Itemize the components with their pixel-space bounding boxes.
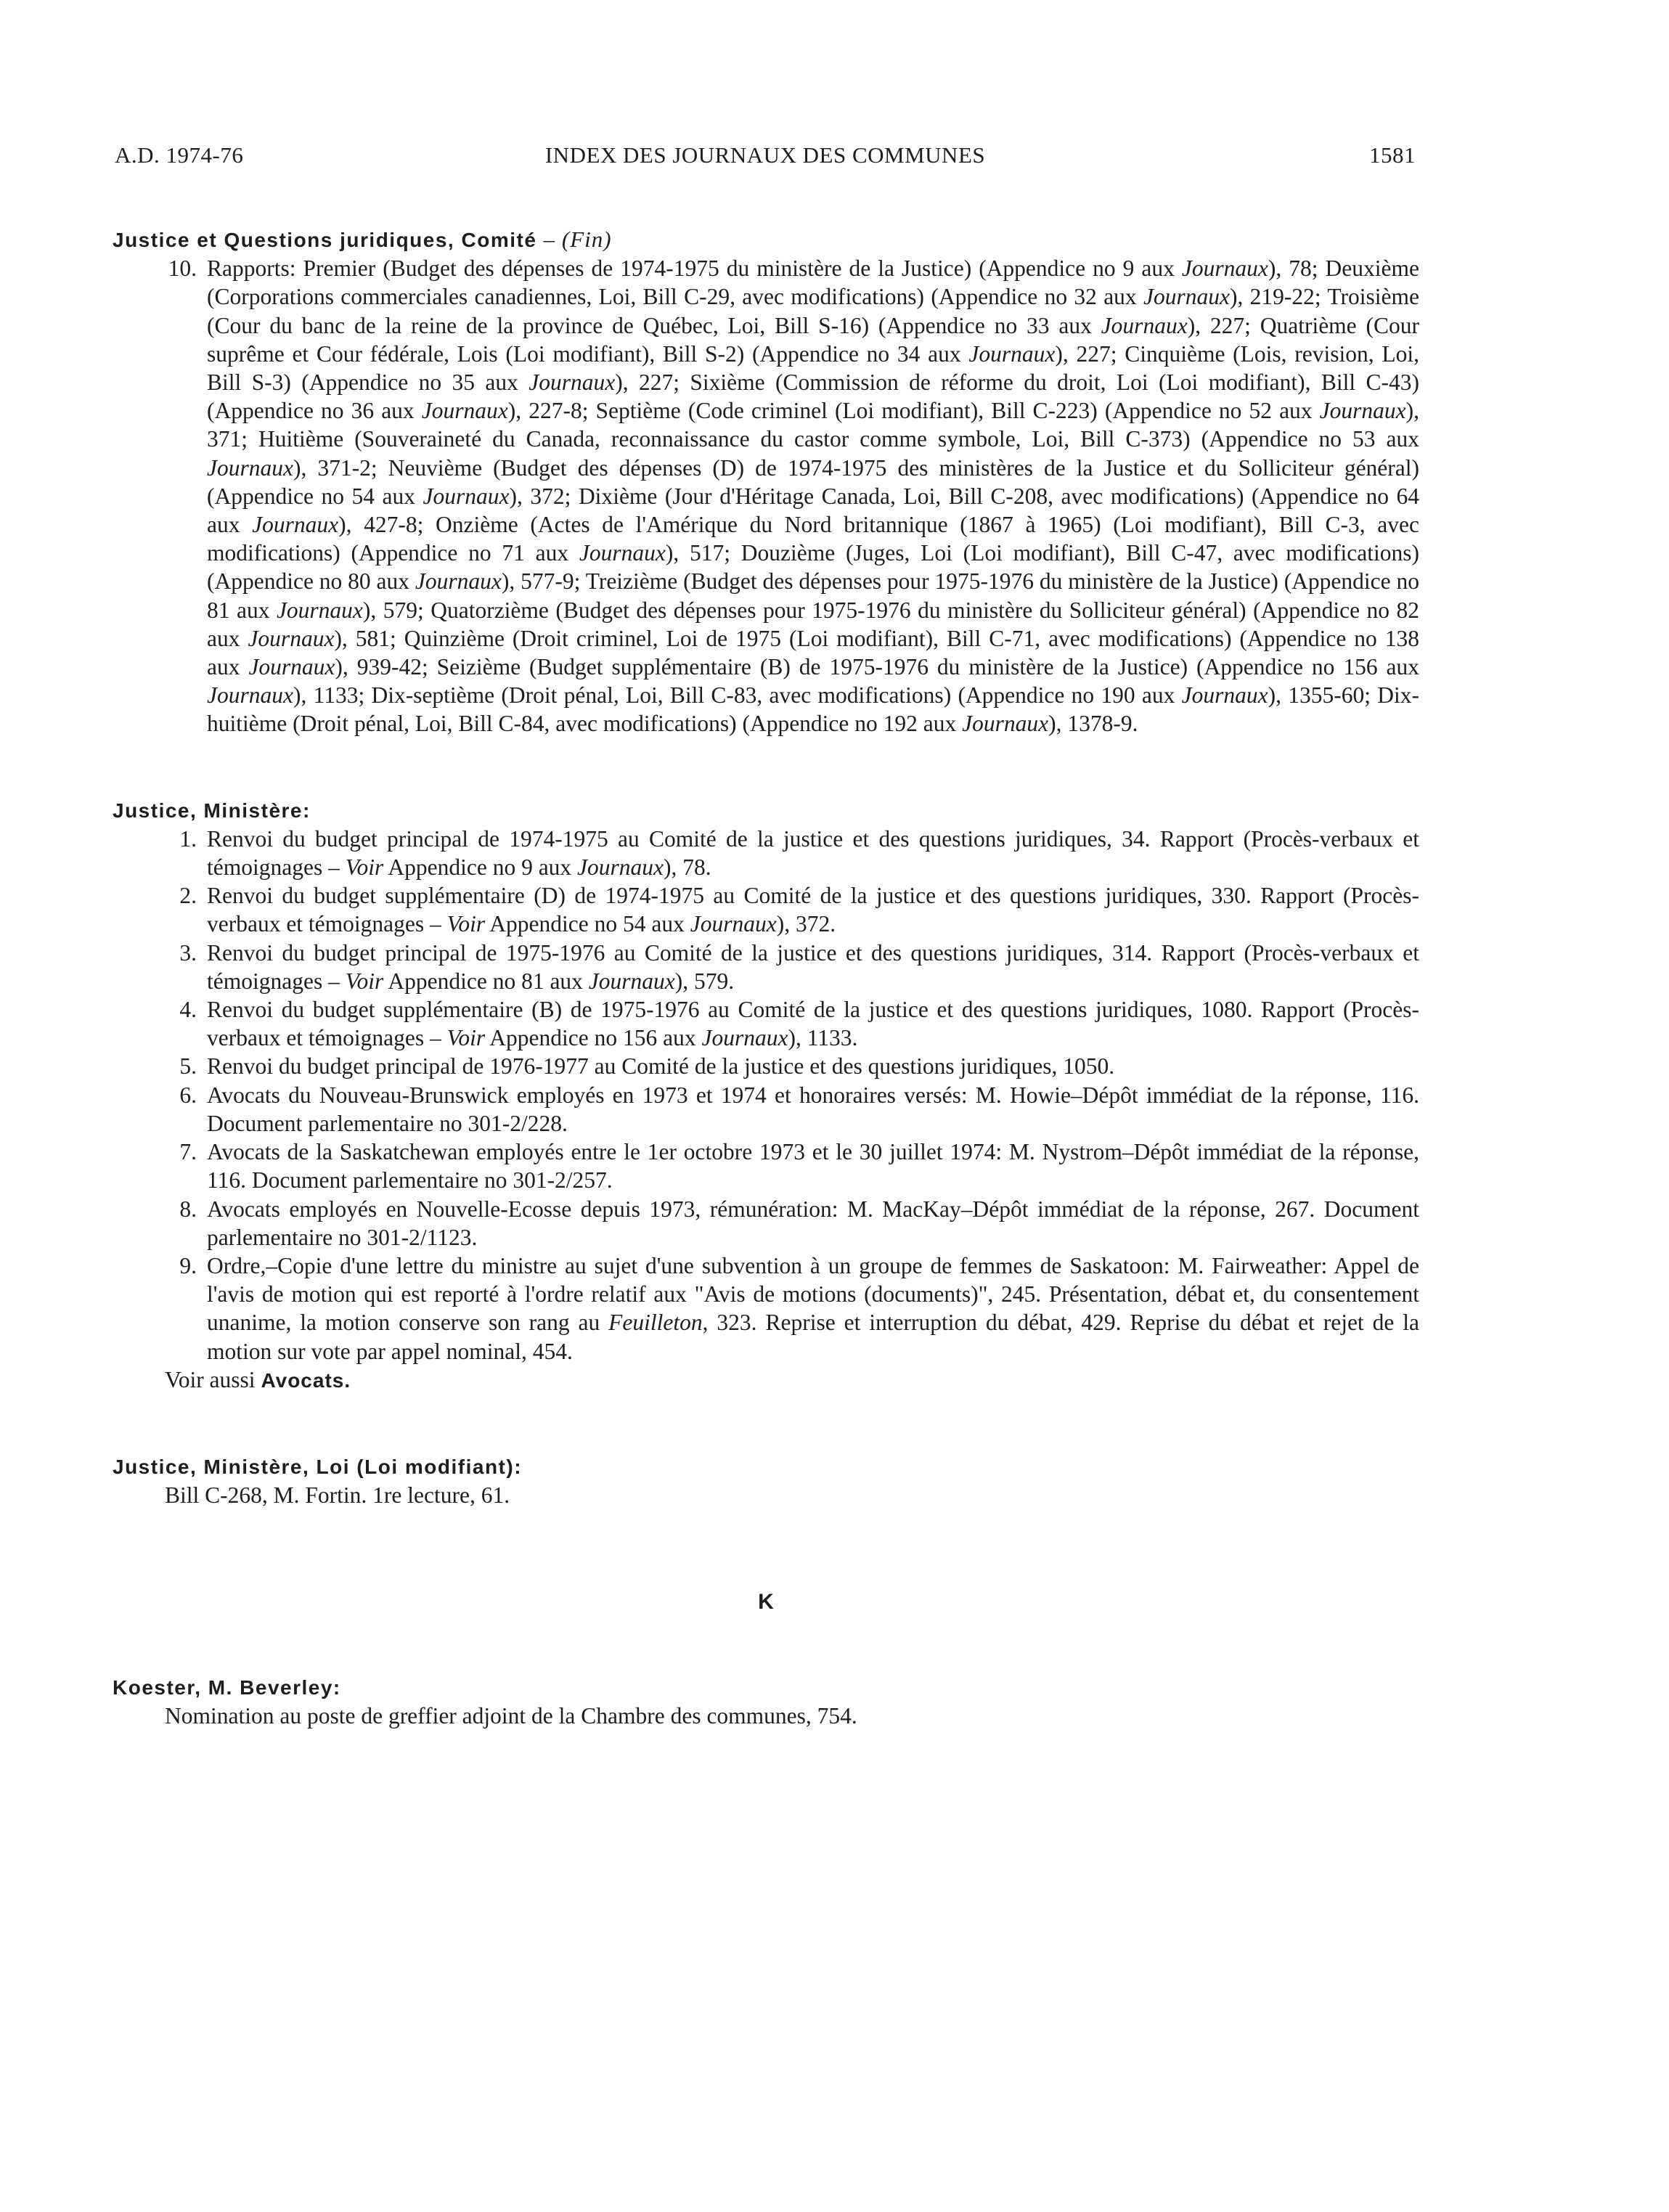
index-entry [113,1081,1419,1138]
entry-number: 4. [179,997,197,1023]
index-entry [113,995,1419,1052]
section-title: Justice, Ministère, Loi (Loi modifiant): [113,1455,523,1478]
index-entry [113,1052,1419,1080]
spacer [113,1617,1419,1673]
see-also-prefix: Voir aussi [165,1366,256,1392]
section-title: Justice, Ministère: [113,799,311,822]
letter-divider: K [758,1590,774,1615]
entry-number: 6. [179,1082,197,1108]
entry-number: 9. [179,1252,197,1278]
index-section-justice-ministry-act [113,1453,1419,1509]
section-title: Koester, M. Beverley: [113,1676,341,1699]
entry-text: Renvoi du budget supplémentaire (B) de 1975-1976 au Comité de la justice et des questions juridiques, 1080. Rapport (Procès-verbaux et témoignages – Voir Appendice no 156 aux Journaux), 1133. [207,997,1419,1051]
entry-number: 1. [179,825,197,852]
entry-text: Rapports: Premier (Budget des dépenses de 1974-1975 du ministère de la Justice) (Appendice no 9 aux Journaux), 78; Deuxième (Corporations commerciales canadiennes, Loi, Bill C-29, avec modifications) (Appendice no 32 aux Journaux), 219-22; Troisième (Cour du banc de la reine de la province de Québec, Loi, Bill S-16) (Appendice no 33 aux Journaux), 227; Quatrième (Cour suprême et Cour fédérale, Lois (Loi modifiant), Bill S-2) (Appendice no 34 aux Journaux), 227; Cinquième (Lois, revision, Loi, Bill S-3) (Appendice no 35 aux Journaux), 227; Sixième (Commission de réforme du droit, Loi (Loi modifiant), Bill C-43) (Appendice no 36 aux Journaux), 227-8; Septième (Code criminel (Loi modifiant), Bill C-223) (Appendice no 52 aux Journaux), 371; Huitième (Souveraineté du Canada, reconnaissance du castor comme symbole, Loi, Bill C-373) (Appendice no 53 aux Journaux), 371-2; Neuvième (Budget des dépenses (D) de 1974-1975 des ministères de la Justice et du Solliciteur général) (Appendice no 54 aux Journaux), 372; Dixième (Jour d'Héritage Canada, Loi, Bill C-208, avec modifications) (Appendice no 64 aux Journaux), 427-8; Onzième (Actes de l'Amérique du Nord britannique (1867 à 1965) (Loi modifiant), Bill C-3, avec modifications) (Appendice no 71 aux Journaux), 517; Douzième (Juges, Loi (Loi modifiant), Bill C-47, avec modifications) (Appendice no 80 aux Journaux), 577-9; Treizième (Budget des dépenses pour 1975-1976 du ministère de la Justice) (Appendice no 81 aux Journaux), 579; Quatorzième (Budget des dépenses pour 1975-1976 du ministère du Solliciteur général) (Appendice no 82 aux Journaux), 581; Quinzième (Droit criminel, Loi de 1975 (Loi modifiant), Bill C-71, avec modifications) (Appendice no 138 aux Journaux), 939-42; Seizième (Budget supplémentaire (B) de 1975-1976 du ministère de la Justice) (Appendice no 156 aux Journaux), 1133; Dix-septième (Droit pénal, Loi, Bill C-83, avec modifications) (Appendice no 190 aux Journaux), 1355-60; Dix-huitième (Droit pénal, Loi, Bill C-84, avec modifications) (Appendice no 192 aux Journaux), 1378-9. [207,256,1420,737]
entry-number: 2. [179,883,197,909]
spacer [113,738,1419,796]
index-entry [113,1138,1419,1194]
entry-text: Renvoi du budget principal de 1974-1975 au Comité de la justice et des questions juridiques, 34. Rapport (Procès-verbaux et témoignages – Voir Appendice no 9 aux Journaux), 78. [207,825,1419,881]
see-also [113,1366,1419,1395]
entry-text: Renvoi du budget principal de 1976-1977 au Comité de la justice et des questions juridiques, 1050. [207,1053,1115,1080]
spacer [113,1395,1419,1453]
section-heading [113,225,1419,254]
see-also-target: Avocats. [261,1368,351,1392]
index-section-justice-committee [113,225,1419,738]
index-entry [113,881,1419,938]
index-entry [113,939,1419,995]
entry-text: Avocats du Nouveau-Brunswick employés en 1973 et 1974 et honoraires versés: M. Howie–Dépôt immédiat de la réponse, 116. Document parlementaire no 301-2/228. [207,1082,1419,1136]
index-section-justice-ministry [113,796,1419,1395]
index-content [113,225,1419,1730]
index-entry [113,825,1419,881]
entry-number: 5. [179,1053,197,1080]
entry-text: Renvoi du budget principal de 1975-1976 au Comité de la justice et des questions juridiques, 314. Rapport (Procès-verbaux et témoignages – Voir Appendice no 81 aux Journaux), 579. [207,939,1419,994]
entry-text: Nomination au poste de greffier adjoint de la Chambre des communes, 754. [165,1702,857,1729]
section-title: Justice et Questions juridiques, Comité [113,229,537,251]
entry-number: 7. [179,1139,197,1165]
entry-text: Renvoi du budget supplémentaire (D) de 1974-1975 au Comité de la justice et des questions juridiques, 330. Rapport (Procès-verbaux et témoignages – Voir Appendice no 54 aux Journaux), 372. [207,883,1419,937]
entry-text: Ordre,–Copie d'une lettre du ministre au sujet d'une subvention à un groupe de femmes de Saskatoon: M. Fairweather: Appel de l'avis de motion qui est reporté à l'ordre relatif aux "Avis de motions (documents)", 245. Présentation, débat et, du consentement unanime, la motion conserve son rang au Feuilleton, 323. Reprise et interruption du débat, 429. Reprise du débat et rejet de la motion sur vote par appel nominal, 454. [207,1252,1419,1364]
entry-text: Avocats employés en Nouvelle-Ecosse depuis 1973, rémunération: M. MacKay–Dépôt immédiat de la réponse, 267. Document parlementaire no 301-2/1123. [207,1196,1419,1250]
entry-number: 10. [168,256,197,282]
page-number: 1581 [1369,142,1416,168]
entry-text: Avocats de la Saskatchewan employés entre le 1er octobre 1973 et le 30 juillet 1974: M. Nystrom–Dépôt immédiat de la réponse, 116. Document parlementaire no 301-2/257. [207,1139,1419,1193]
index-entry [113,1252,1419,1366]
spacer [113,1509,1419,1588]
entry-text: Bill C-268, M. Fortin. 1re lecture, 61. [165,1482,510,1509]
index-section-koester [113,1673,1419,1730]
entry-number: 3. [179,939,197,966]
running-header [115,142,1416,177]
index-entry [113,254,1419,738]
header-title: INDEX DES JOURNAUX DES COMMUNES [544,142,986,168]
index-entry [113,1195,1419,1252]
section-continuation: – (Fin) [543,226,612,252]
header-period: A.D. 1974-76 [115,142,244,168]
entry-number: 8. [179,1196,197,1222]
